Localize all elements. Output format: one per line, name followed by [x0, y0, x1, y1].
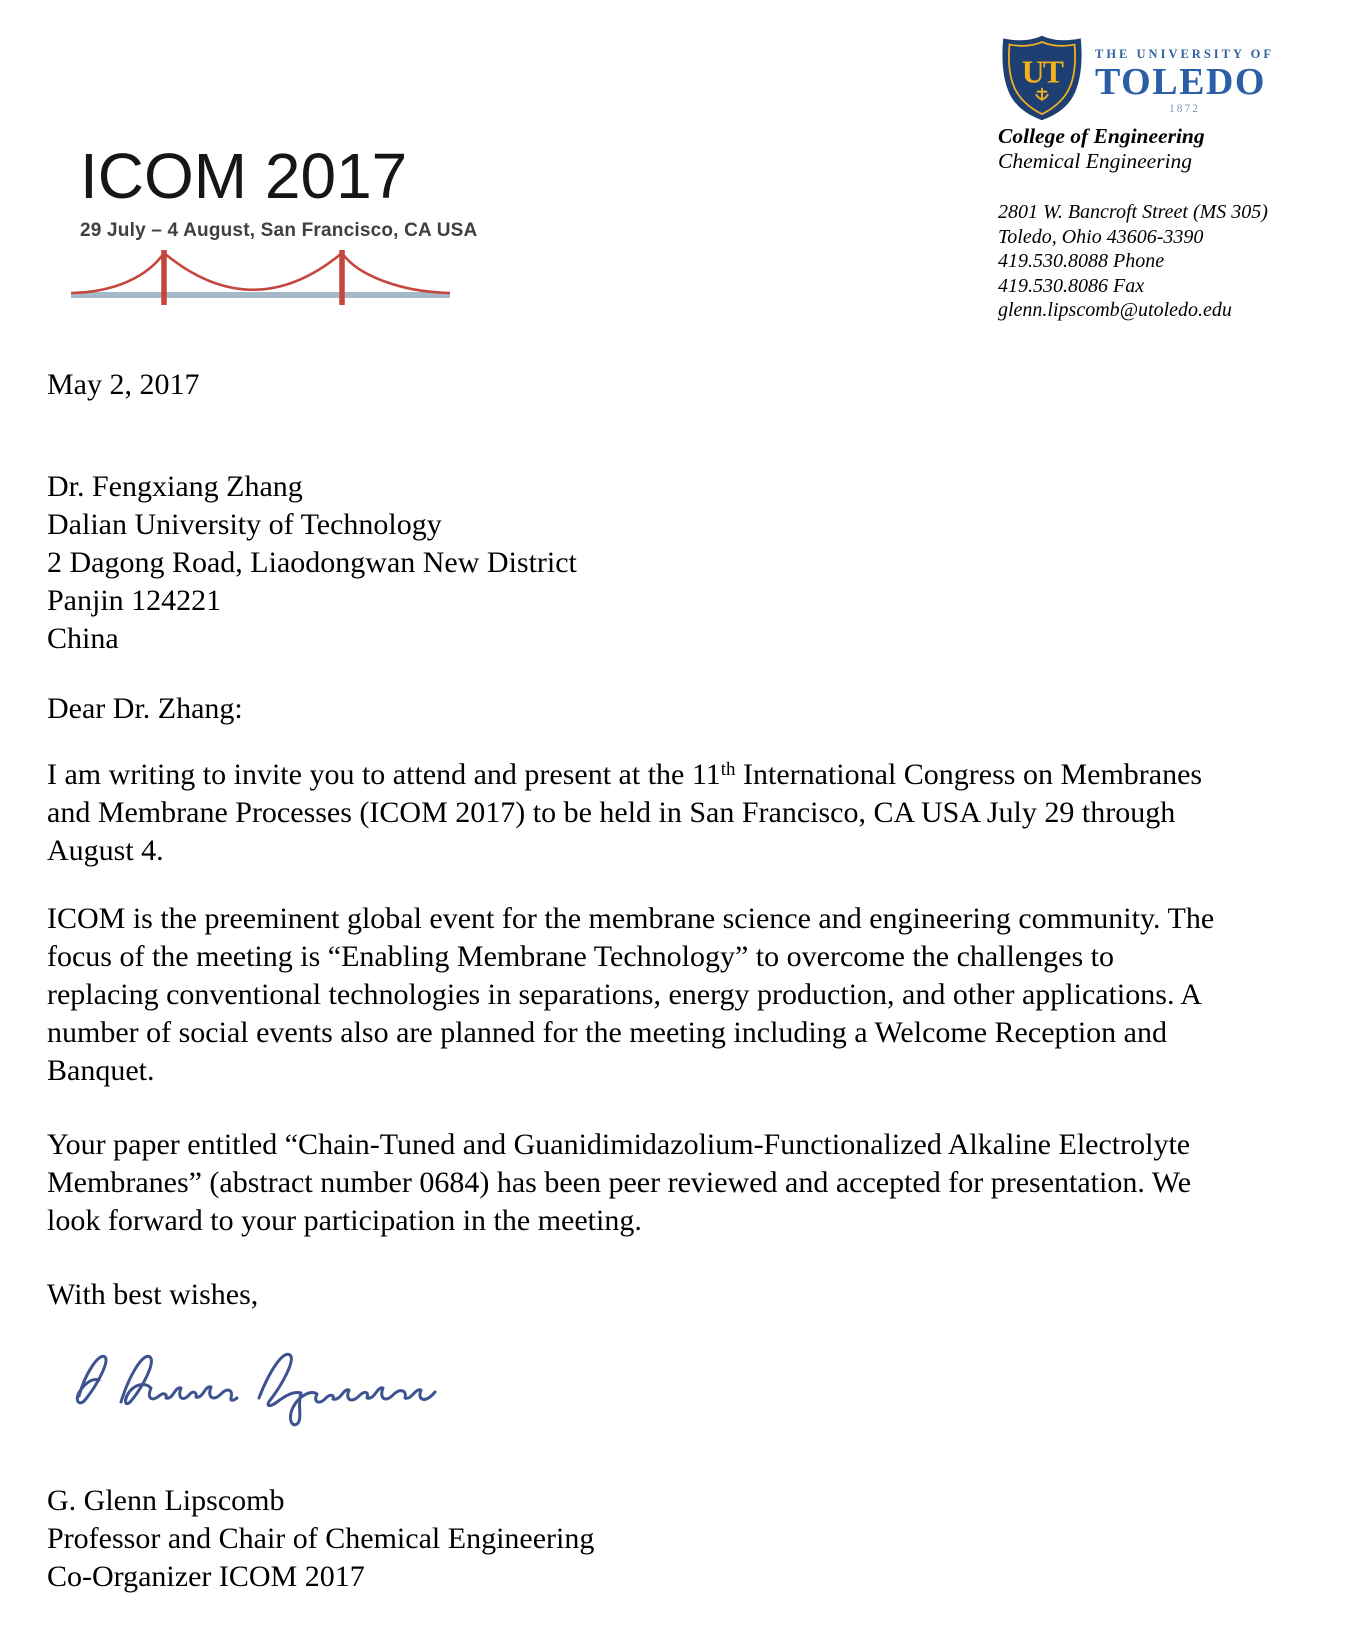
toledo-logo — [998, 34, 1343, 122]
recipient-line: Dr. Fengxiang Zhang — [47, 470, 303, 503]
body-line: August 4. — [47, 834, 164, 867]
signature-block — [47, 1482, 1287, 1596]
ut-shield-icon — [998, 34, 1086, 122]
body-text: International Congress on Membranes — [735, 758, 1203, 791]
paragraph-2 — [47, 900, 1287, 1090]
toledo-letterhead — [998, 34, 1343, 323]
founded-year: 1872 — [1169, 103, 1201, 116]
institution-name: TOLEDO — [1095, 61, 1266, 103]
college-name: College of Engineering — [998, 124, 1205, 148]
body-line: ICOM is the preeminent global event for the membrane science and engineering community. The — [47, 902, 1215, 935]
address-line: 419.530.8086 Fax — [998, 274, 1145, 297]
toledo-wordmark — [1095, 34, 1274, 115]
letter-date: May 2, 2017 — [47, 368, 200, 401]
body-line: number of social events also are planned for the meeting including a Welcome Reception and — [47, 1016, 1167, 1049]
paragraph-1 — [47, 756, 1287, 870]
address-line: 419.530.8088 Phone — [998, 250, 1165, 272]
letter-body — [47, 366, 1287, 1596]
ut-monogram: UT — [1021, 54, 1063, 90]
signer-title: Professor and Chair of Chemical Engineering — [47, 1522, 595, 1555]
letterhead-address — [998, 200, 1343, 323]
body-line: replacing conventional technologies in separations, energy production, and other applications. A — [47, 978, 1202, 1011]
institution-name-small: THE UNIVERSITY OF — [1095, 47, 1275, 61]
recipient-line: Dalian University of Technology — [47, 508, 442, 541]
body-line: Membranes” (abstract number 0684) has been peer reviewed and accepted for presentation. We — [47, 1166, 1192, 1199]
signer-role: Co-Organizer ICOM 2017 — [47, 1560, 365, 1593]
salutation: Dear Dr. Zhang: — [47, 692, 243, 725]
body-line — [47, 756, 1287, 794]
closing: With best wishes, — [47, 1278, 259, 1311]
body-line: look forward to your participation in the meeting. — [47, 1204, 642, 1237]
body-line: focus of the meeting is “Enabling Membrane Technology” to overcome the challenges to — [47, 940, 1115, 973]
recipient-line: 2 Dagong Road, Liaodongwan New District — [47, 546, 577, 579]
letterhead-email: glenn.lipscomb@utoledo.edu — [998, 299, 1232, 321]
signature-image — [63, 1328, 443, 1432]
body-line: and Membrane Processes (ICOM 2017) to be held in San Francisco, CA USA July 29 through — [47, 796, 1176, 829]
body-line: Your paper entitled “Chain-Tuned and Guanidimidazolium-Functionalized Alkaline Electrolyte — [47, 1128, 1191, 1161]
icom-logo — [80, 140, 478, 242]
department-name: Chemical Engineering — [998, 149, 1193, 173]
recipient-line: Panjin 124221 — [47, 584, 222, 617]
address-line: 2801 W. Bancroft Street (MS 305) — [998, 201, 1268, 223]
icom-logo-title: ICOM 2017 — [80, 140, 408, 212]
paragraph-3 — [47, 1126, 1287, 1240]
signer-name: G. Glenn Lipscomb — [47, 1484, 285, 1517]
icom-logo-tagline: 29 July – 4 August, San Francisco, CA USA — [80, 220, 478, 241]
address-line: Toledo, Ohio 43606-3390 — [998, 225, 1204, 248]
body-line: Banquet. — [47, 1054, 155, 1087]
ordinal-superscript: th — [720, 759, 736, 780]
body-text: I am writing to invite you to attend and present at the 11 — [47, 758, 721, 791]
golden-gate-bridge-icon — [68, 243, 453, 325]
recipient-address — [47, 468, 1287, 658]
recipient-line: China — [47, 622, 119, 655]
